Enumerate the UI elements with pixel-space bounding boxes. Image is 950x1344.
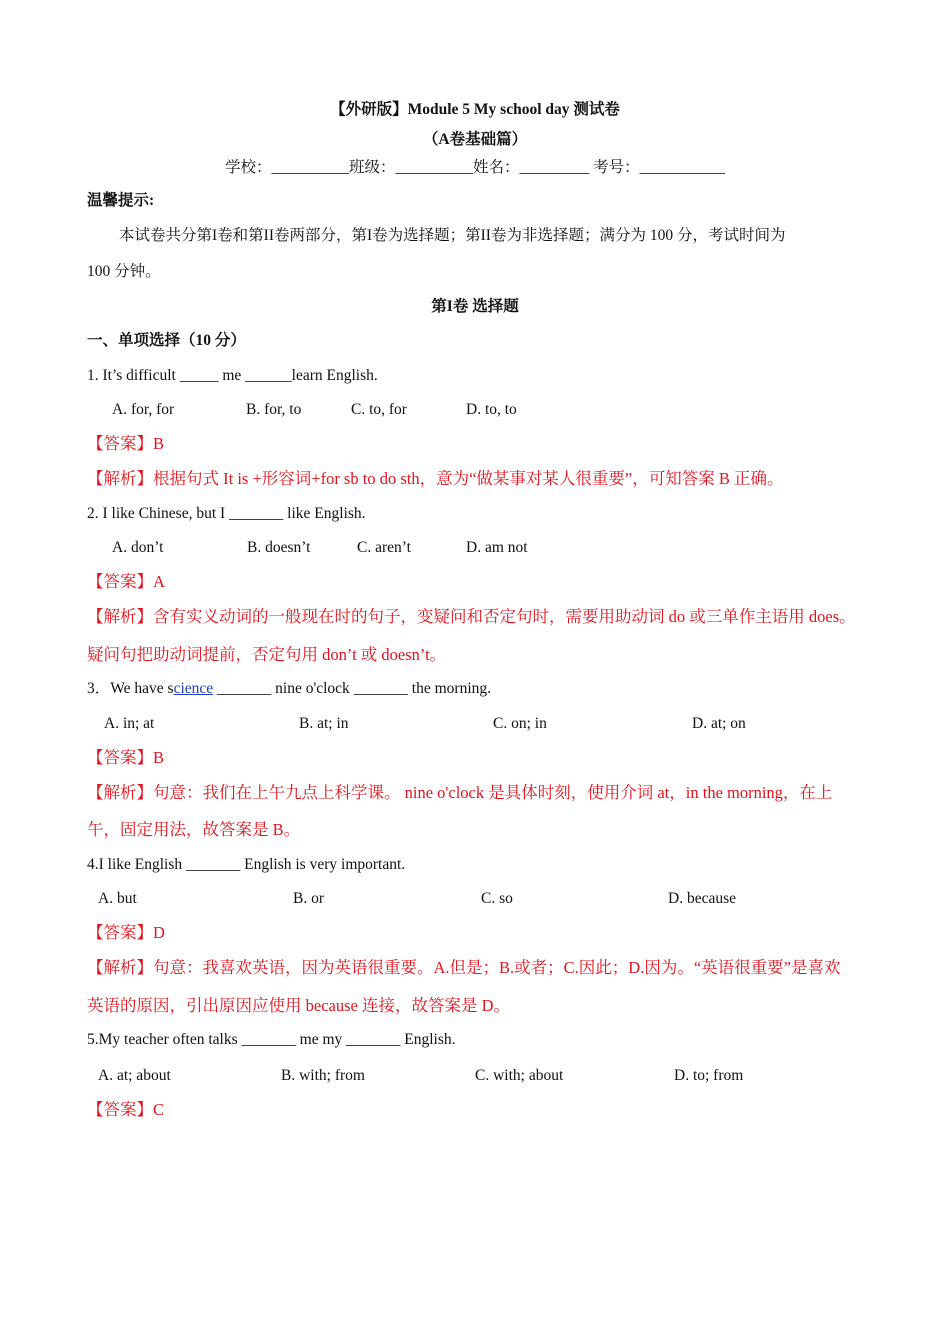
option-d: D. at; on <box>692 715 746 732</box>
option-b: B. doesn’t <box>247 539 311 556</box>
part-title: 一、单项选择（10 分） <box>87 332 246 349</box>
notice-heading: 温馨提示: <box>87 192 155 209</box>
option-d: D. am not <box>466 539 528 556</box>
document-subtitle: （A卷基础篇） <box>422 131 528 148</box>
analysis-text: 【解析】句意：我喜欢英语，因为英语很重要。A.但是；B.或者；C.因此；D.因为。“英语很重要”是喜欢 <box>87 958 841 977</box>
notice-text-line1: 本试卷共分第I卷和第II卷两部分，第I卷为选择题；第II卷为非选择题；满分为 100 分，考试时间为 <box>119 227 786 244</box>
option-c: C. so <box>481 890 513 907</box>
analysis-text: 【解析】根据句式 It is +形容词+for sb to do sth，意为“做某事对某人很重要”，可知答案 B 正确。 <box>87 469 784 488</box>
analysis-text: 英语的原因，引出原因应使用 because 连接，故答案是 D。 <box>87 996 511 1015</box>
answer-label: 【答案】D <box>87 923 165 942</box>
option-a: A. in; at <box>104 715 155 732</box>
option-b: B. at; in <box>299 715 349 732</box>
answer-label: 【答案】A <box>87 572 165 591</box>
option-d: D. to; from <box>674 1067 744 1084</box>
option-d: D. because <box>668 890 736 907</box>
student-info-line: 学校：__________班级：__________姓名：_________ 考号：___________ <box>225 159 725 176</box>
question-stem: 1. It’s difficult _____ me ______learn English. <box>87 367 378 384</box>
stem-text: 3．We have s <box>87 680 174 697</box>
option-d: D. to, to <box>466 401 517 418</box>
analysis-text: 【解析】含有实义动词的一般现在时的句子，变疑问和否定句时，需要用助动词 do 或三单作主语用 does。 <box>87 607 856 626</box>
analysis-text: 疑问句把助动词提前，否定句用 don’t 或 doesn’t。 <box>87 645 447 664</box>
section-title: 第I卷 选择题 <box>431 298 519 315</box>
option-c: C. to, for <box>351 401 407 418</box>
option-a: A. don’t <box>112 539 164 556</box>
option-a: A. at; about <box>98 1067 171 1084</box>
answer-label: 【答案】B <box>87 748 165 767</box>
option-a: A. but <box>98 890 137 907</box>
question-stem <box>87 679 491 699</box>
analysis-text: 【解析】句意：我们在上午九点上科学课。 nine o'clock 是具体时刻，使用介词 at，in the morning，在上 <box>87 783 833 802</box>
answer-label: 【答案】C <box>87 1100 165 1119</box>
analysis-text: 午，固定用法，故答案是 B。 <box>87 820 301 839</box>
stem-text: _______ nine o'clock _______ the morning. <box>213 680 492 697</box>
option-c: C. aren’t <box>357 539 411 556</box>
option-c: C. on; in <box>493 715 547 732</box>
question-stem: 4.I like English _______ English is very important. <box>87 856 406 873</box>
option-b: B. or <box>293 890 324 907</box>
answer-label: 【答案】B <box>87 434 165 453</box>
question-stem: 2. I like Chinese, but I _______ like English. <box>87 505 366 522</box>
question-stem: 5.My teacher often talks _______ me my _______ English. <box>87 1031 456 1048</box>
document-title: 【外研版】Module 5 My school day 测试卷 <box>330 101 620 118</box>
option-c: C. with; about <box>475 1067 564 1084</box>
notice-text-line2: 100 分钟。 <box>87 263 161 280</box>
option-b: B. for, to <box>246 401 302 418</box>
option-a: A. for, for <box>112 401 175 418</box>
science-link[interactable]: cience <box>173 680 214 697</box>
option-b: B. with; from <box>281 1067 365 1084</box>
